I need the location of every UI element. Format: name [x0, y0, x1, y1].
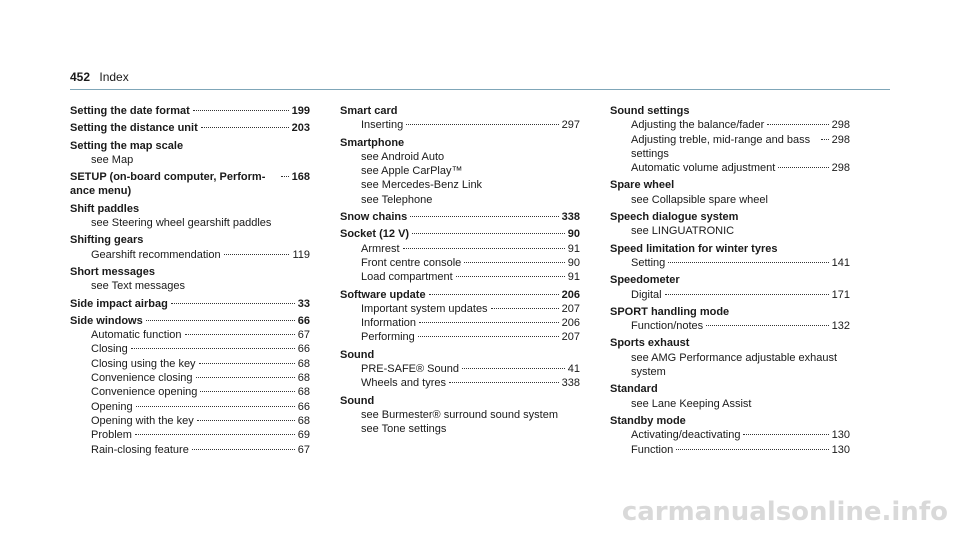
- page-ref: 298: [831, 119, 850, 132]
- index-entry: [340, 394, 580, 437]
- index-entry: [340, 227, 580, 284]
- dot-leader: [491, 308, 559, 309]
- subitem-text: see Telephone: [361, 193, 433, 206]
- page-ref: 206: [561, 317, 580, 330]
- entry-heading-text: Standby mode: [610, 414, 686, 427]
- dot-leader: [136, 406, 295, 407]
- subitem-text: see Steering wheel gearshift paddles: [91, 217, 272, 230]
- entry-heading-text: Speed limitation for winter tyres: [610, 242, 778, 255]
- subitem-text: see Text messages: [91, 280, 185, 293]
- page-ref: 91: [567, 242, 580, 255]
- subitem-text: Rain-closing feature: [91, 443, 189, 456]
- subitem-text: Closing using the key: [91, 357, 196, 370]
- entry-heading: [70, 170, 310, 199]
- index-entry: [70, 121, 310, 135]
- entry-heading-text: Sound: [340, 348, 375, 361]
- subitem-text: see Lane Keeping Assist: [631, 397, 752, 410]
- index-entry: [70, 314, 310, 457]
- subitem-text: Adjusting the balance/fader: [631, 119, 765, 132]
- entry-subitem: [610, 118, 850, 132]
- entry-subitem: [610, 443, 850, 457]
- entry-subitem: [340, 362, 580, 376]
- dot-leader: [200, 391, 294, 392]
- subitem-text: Convenience opening: [91, 386, 198, 399]
- subitem-text: Activating/deactivating: [631, 429, 741, 442]
- entry-heading: [610, 104, 850, 118]
- dot-leader: [403, 248, 565, 249]
- entry-subitem: [610, 351, 850, 380]
- index-entry: [340, 348, 580, 391]
- page-ref: 90: [567, 228, 580, 241]
- entry-heading-text: Side windows: [70, 314, 143, 327]
- entry-heading: [610, 382, 850, 396]
- entry-subitem: [70, 279, 310, 293]
- subitem-text: see Android Auto: [361, 150, 445, 163]
- subitem-text: Performing: [361, 331, 415, 344]
- index-column-3: [610, 104, 850, 460]
- entry-heading: [70, 297, 310, 311]
- page-ref: 207: [561, 302, 580, 315]
- subitem-text: Automatic function: [91, 329, 182, 342]
- entry-subitem: [70, 342, 310, 356]
- subitem-text: Function: [631, 443, 674, 456]
- dot-leader: [224, 254, 290, 255]
- index-entry: [610, 242, 850, 271]
- dot-leader: [464, 262, 564, 263]
- entry-subitem: [340, 150, 580, 164]
- entry-heading: [610, 178, 850, 192]
- subitem-text: see LINGUATRONIC: [631, 225, 735, 238]
- index-entry: [340, 104, 580, 133]
- dot-leader: [419, 322, 559, 323]
- entry-heading: [70, 104, 310, 118]
- page-ref: 206: [561, 288, 580, 301]
- entry-heading: [340, 227, 580, 241]
- entry-heading-text: SETUP (on-board computer, Perform-ance menu): [70, 171, 266, 198]
- dot-leader: [449, 382, 559, 383]
- subitem-text: see Map: [91, 153, 134, 166]
- dot-leader: [412, 233, 565, 234]
- entry-heading-text: Speech dialogue system: [610, 211, 739, 224]
- entry-heading-text: Smart card: [340, 105, 398, 117]
- entry-heading: [340, 136, 580, 150]
- page-ref: 68: [297, 372, 310, 385]
- entry-heading-text: Software update: [340, 288, 426, 301]
- dot-leader: [197, 420, 295, 421]
- subitem-text: Convenience closing: [91, 372, 193, 385]
- subitem-text: Front centre console: [361, 256, 462, 269]
- page-ref: 33: [297, 297, 310, 310]
- entry-heading-text: Setting the distance unit: [70, 122, 198, 135]
- dot-leader: [668, 262, 828, 263]
- index-entry: [610, 210, 850, 239]
- entry-heading: [610, 242, 850, 256]
- entry-subitem: [70, 328, 310, 342]
- entry-heading: [610, 305, 850, 319]
- dot-leader: [778, 167, 828, 168]
- dot-leader: [201, 127, 289, 128]
- page-ref: 91: [567, 271, 580, 284]
- subitem-text: Problem: [91, 429, 132, 442]
- subitem-text: see Collapsible spare wheel: [631, 193, 768, 206]
- dot-leader: [281, 176, 289, 177]
- page-ref: 68: [297, 357, 310, 370]
- index-entry: [70, 170, 310, 199]
- entry-heading-text: Smartphone: [340, 136, 405, 149]
- entry-heading: [340, 288, 580, 302]
- index-column-2: [340, 104, 580, 440]
- page-number: 452: [70, 70, 91, 84]
- entry-heading-text: Snow chains: [340, 211, 408, 224]
- entry-subitem: [610, 133, 850, 162]
- dot-leader: [410, 216, 558, 217]
- entry-heading: [70, 265, 310, 279]
- index-entry: [340, 136, 580, 207]
- entry-heading-text: Setting the map scale: [70, 139, 184, 152]
- entry-heading-text: Sports exhaust: [610, 337, 690, 350]
- dot-leader: [192, 449, 295, 450]
- entry-subitem: [70, 371, 310, 385]
- entry-subitem: [610, 193, 850, 207]
- entry-heading: [340, 104, 580, 118]
- page-ref: 171: [831, 288, 850, 301]
- entry-heading: [70, 139, 310, 153]
- subitem-text: Information: [361, 317, 417, 330]
- entry-subitem: [610, 397, 850, 411]
- entry-subitem: [610, 256, 850, 270]
- dot-leader: [418, 336, 559, 337]
- page-ref: 203: [291, 122, 310, 135]
- entry-subitem: [340, 422, 580, 436]
- dot-leader: [821, 139, 829, 140]
- entry-subitem: [70, 385, 310, 399]
- page-ref: 68: [297, 414, 310, 427]
- subitem-text: Important system updates: [361, 302, 488, 315]
- entry-heading: [610, 336, 850, 350]
- dot-leader: [193, 110, 289, 111]
- subitem-text: see Burmester® surround sound system: [361, 408, 559, 421]
- section-title: Index: [99, 70, 129, 84]
- subitem-text: Load compartment: [361, 271, 453, 284]
- entry-subitem: [70, 248, 310, 262]
- page-ref: 338: [561, 211, 580, 224]
- subitem-text: Automatic volume adjustment: [631, 162, 776, 175]
- entry-subitem: [340, 242, 580, 256]
- page-ref: 141: [831, 256, 850, 269]
- dot-leader: [199, 363, 295, 364]
- entry-heading: [610, 210, 850, 224]
- index-entry: [70, 202, 310, 231]
- index-entry: [610, 273, 850, 302]
- entry-heading-text: Shift paddles: [70, 202, 140, 215]
- subitem-text: see AMG Performance adjustable exhaust system: [631, 351, 838, 379]
- page-ref: 132: [831, 320, 850, 333]
- index-entry: [610, 414, 850, 457]
- entry-subitem: [70, 153, 310, 167]
- dot-leader: [676, 449, 828, 450]
- entry-heading-text: Sound: [340, 394, 375, 407]
- index-entry: [610, 104, 850, 175]
- entry-subitem: [340, 302, 580, 316]
- entry-subitem: [340, 270, 580, 284]
- subitem-text: Function/notes: [631, 320, 704, 333]
- entry-heading-text: Socket (12 V): [340, 228, 410, 241]
- dot-leader: [743, 434, 828, 435]
- page-ref: 338: [561, 377, 580, 390]
- dot-leader: [665, 294, 829, 295]
- index-column-1: [70, 104, 310, 460]
- entry-heading: [340, 394, 580, 408]
- dot-leader: [462, 368, 565, 369]
- entry-heading: [70, 233, 310, 247]
- page-ref: 66: [297, 400, 310, 413]
- index-entry: [340, 288, 580, 345]
- index-entry: [340, 210, 580, 224]
- subitem-text: Armrest: [361, 242, 400, 255]
- index-entry: [610, 305, 850, 334]
- dot-leader: [429, 294, 559, 295]
- dot-leader: [196, 377, 295, 378]
- page-ref: 66: [297, 314, 310, 327]
- entry-heading: [70, 314, 310, 328]
- entry-subitem: [70, 400, 310, 414]
- subitem-text: PRE-SAFE® Sound: [361, 363, 459, 376]
- dot-leader: [146, 320, 295, 321]
- entry-heading-text: Shifting gears: [70, 234, 144, 247]
- index-entry: [610, 382, 850, 411]
- entry-subitem: [340, 178, 580, 192]
- page-ref: 298: [831, 133, 850, 146]
- entry-heading-text: Spare wheel: [610, 179, 675, 192]
- dot-leader: [185, 334, 295, 335]
- entry-subitem: [70, 216, 310, 230]
- page-ref: 207: [561, 331, 580, 344]
- page-ref: 67: [297, 443, 310, 456]
- entry-heading: [610, 414, 850, 428]
- entry-subitem: [70, 414, 310, 428]
- subitem-text: Opening: [91, 400, 133, 413]
- dot-leader: [131, 348, 295, 349]
- page-ref: 119: [292, 248, 310, 261]
- subitem-text: Setting: [631, 256, 666, 269]
- dot-leader: [171, 303, 295, 304]
- index-entry: [610, 336, 850, 379]
- entry-subitem: [340, 118, 580, 132]
- entry-heading-text: Standard: [610, 383, 658, 396]
- entry-heading-text: Short messages: [70, 265, 155, 278]
- index-entry: [70, 139, 310, 168]
- entry-heading: [70, 121, 310, 135]
- index-entry: [70, 104, 310, 118]
- entry-subitem: [70, 443, 310, 457]
- entry-subitem: [340, 256, 580, 270]
- subitem-text: Digital: [631, 288, 662, 301]
- dot-leader: [706, 325, 828, 326]
- entry-subitem: [610, 161, 850, 175]
- entry-subitem: [610, 224, 850, 238]
- subitem-text: see Tone settings: [361, 423, 447, 436]
- page-ref: 199: [291, 105, 310, 117]
- page-ref: 69: [297, 429, 310, 442]
- page-ref: 130: [831, 429, 850, 442]
- dot-leader: [767, 124, 828, 125]
- subitem-text: Inserting: [361, 119, 404, 132]
- subitem-text: Opening with the key: [91, 414, 194, 427]
- entry-subitem: [610, 428, 850, 442]
- entry-subitem: [610, 319, 850, 333]
- entry-heading: [610, 273, 850, 287]
- entry-heading-text: Sound settings: [610, 105, 690, 117]
- entry-heading-text: Side impact airbag: [70, 297, 168, 310]
- page-ref: 130: [831, 443, 850, 456]
- dot-leader: [406, 124, 558, 125]
- entry-subitem: [610, 288, 850, 302]
- entry-subitem: [340, 193, 580, 207]
- entry-subitem: [340, 376, 580, 390]
- entry-heading-text: SPORT handling mode: [610, 305, 730, 318]
- entry-heading-text: Speedometer: [610, 274, 680, 287]
- page-ref: 67: [297, 329, 310, 342]
- entry-subitem: [340, 408, 580, 422]
- header-divider: [70, 89, 890, 90]
- page-ref: 298: [831, 162, 850, 175]
- index-entry: [610, 178, 850, 207]
- dot-leader: [135, 434, 295, 435]
- subitem-text: Wheels and tyres: [361, 377, 446, 390]
- page-ref: 41: [567, 363, 580, 376]
- entry-subitem: [70, 428, 310, 442]
- page-ref: 297: [561, 119, 580, 132]
- dot-leader: [456, 276, 565, 277]
- entry-heading: [340, 348, 580, 362]
- entry-heading-text: Setting the date format: [70, 105, 190, 117]
- index-entry: [70, 233, 310, 262]
- subitem-text: see Apple CarPlay™: [361, 165, 463, 178]
- page-ref: 168: [291, 171, 310, 184]
- watermark: carmanualsonline.info: [621, 497, 948, 527]
- index-entry: [70, 265, 310, 294]
- page-header: [70, 70, 129, 84]
- subitem-text: Closing: [91, 343, 128, 356]
- index-entry: [70, 297, 310, 311]
- entry-heading: [70, 202, 310, 216]
- entry-subitem: [340, 330, 580, 344]
- subitem-text: Gearshift recommendation: [91, 248, 221, 261]
- entry-subitem: [340, 164, 580, 178]
- entry-subitem: [340, 316, 580, 330]
- page-ref: 66: [297, 343, 310, 356]
- entry-subitem: [70, 357, 310, 371]
- page-ref: 68: [297, 386, 310, 399]
- page-ref: 90: [567, 256, 580, 269]
- subitem-text: Adjusting treble, mid-range and bass settings: [631, 133, 811, 160]
- subitem-text: see Mercedes-Benz Link: [361, 179, 483, 192]
- entry-heading: [340, 210, 580, 224]
